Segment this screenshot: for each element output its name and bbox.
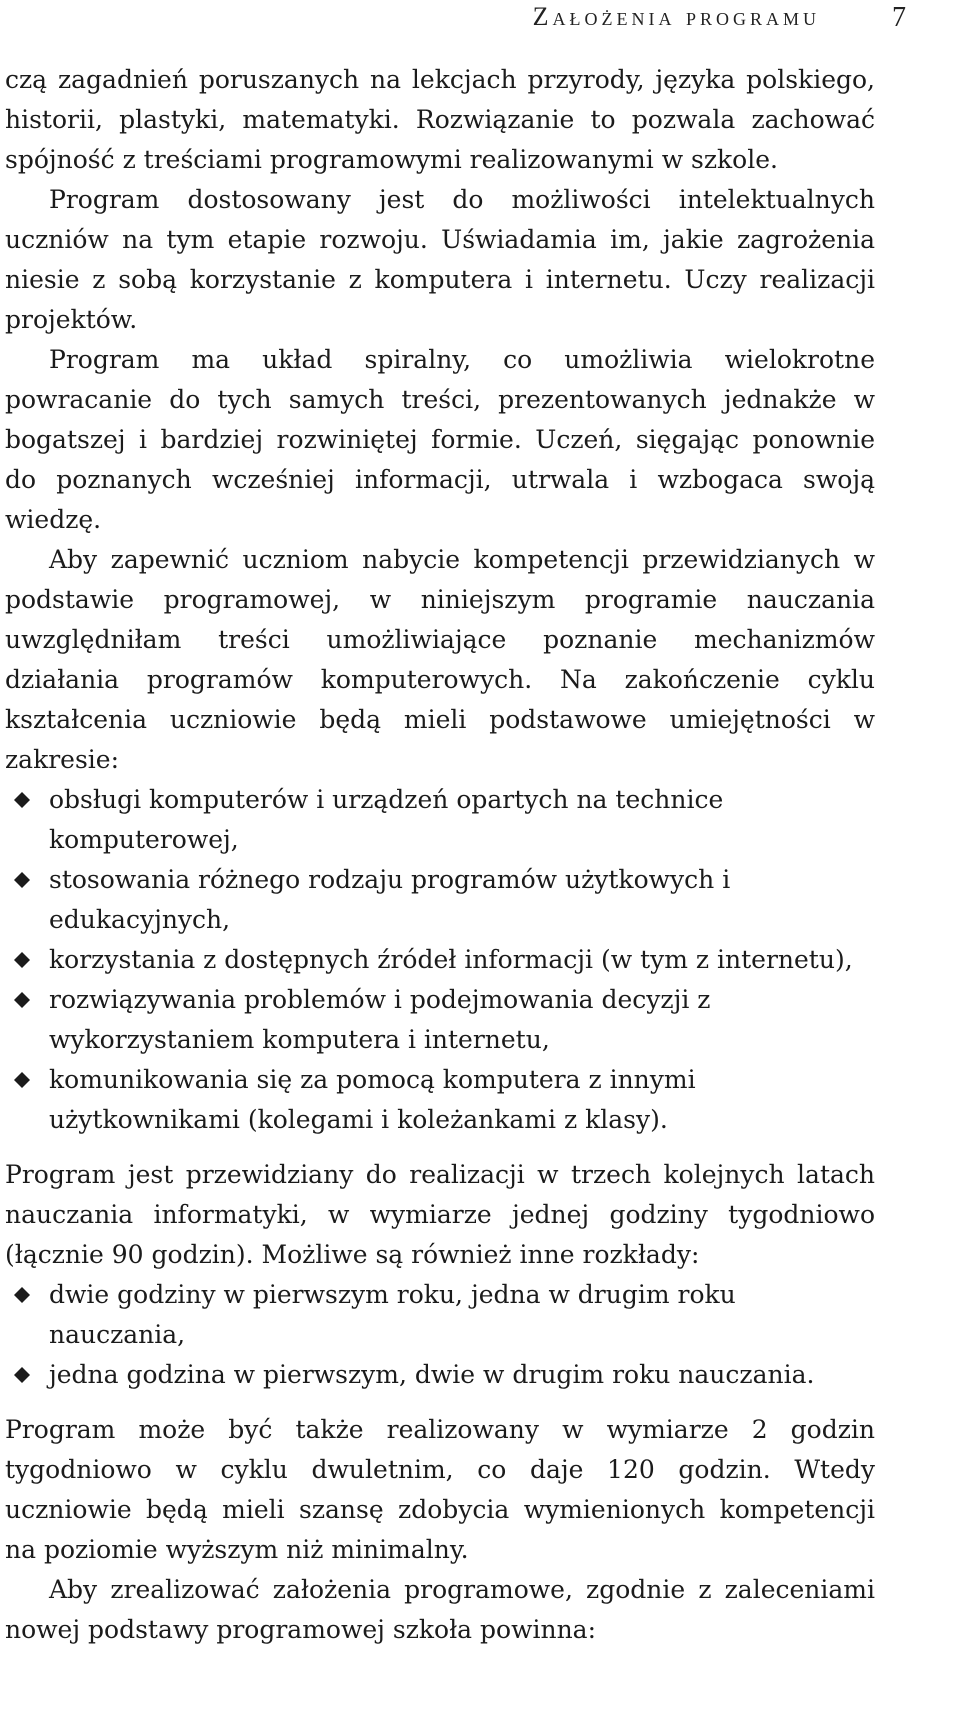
schedule-list	[5, 1275, 875, 1395]
diamond-bullet-icon	[14, 1072, 30, 1088]
running-head: Założenia programu	[532, 2, 820, 31]
diamond-bullet-icon	[14, 792, 30, 808]
page-number: 7	[892, 2, 906, 33]
diamond-bullet-icon	[14, 1367, 30, 1383]
paragraph-1: czą zagadnień poruszanych na lekcjach przyrody, języka polskiego, historii, plastyki, matematyki. Rozwiązanie to pozwala zachować spójność z treściami programowymi realizowanymi w szkole.	[5, 65, 875, 174]
paragraph-2: Program dostosowany jest do możliwości intelektualnych uczniów na tym etapie rozwoju. Uświadamia im, jakie zagrożenia niesie z sobą korzystanie z komputera i internetu. Uczy realizacji projektów.	[5, 185, 875, 334]
competence-list	[5, 780, 875, 1140]
list-item-text: dwie godziny w pierwszym roku, jedna w drugim roku nauczania,	[49, 1280, 736, 1349]
list-item-text: stosowania różnego rodzaju programów użytkowych i edukacyjnych,	[49, 865, 731, 934]
list-item-text: komunikowania się za pomocą komputera z innymi użytkownikami (kolegami i koleżankami z klasy).	[49, 1065, 696, 1134]
paragraph-7: Aby zrealizować założenia programowe, zgodnie z zaleceniami nowej podstawy programowej szkoła powinna:	[5, 1575, 875, 1644]
page-header	[0, 2, 960, 42]
paragraph-5: Program jest przewidziany do realizacji w trzech kolejnych latach nauczania informatyki, w wymiarze jednej godziny tygodniowo (łącznie 90 godzin). Możliwe są również inne rozkłady:	[5, 1160, 875, 1269]
list-item-text: obsługi komputerów i urządzeń opartych na technice komputerowej,	[49, 785, 724, 854]
list-item	[5, 1275, 875, 1355]
diamond-bullet-icon	[14, 872, 30, 888]
list-item	[5, 780, 875, 860]
paragraph-6: Program może być także realizowany w wymiarze 2 godzin tygodniowo w cyklu dwuletnim, co daje 120 godzin. Wtedy uczniowie będą mieli szansę zdobycia wymienionych kompetencji na poziomie wyższym niż minimalny.	[5, 1415, 875, 1564]
list-item-text: jedna godzina w pierwszym, dwie w drugim roku nauczania.	[49, 1360, 815, 1389]
diamond-bullet-icon	[14, 1287, 30, 1303]
list-item	[5, 1060, 875, 1140]
diamond-bullet-icon	[14, 952, 30, 968]
paragraph-4: Aby zapewnić uczniom nabycie kompetencji przewidzianych w podstawie programowej, w niniejszym programie nauczania uwzględniłam treści umożliwiające poznanie mechanizmów działania programów komputerowych. Na zakończenie cyklu kształcenia uczniowie będą mieli podstawowe umiejętności w zakresie:	[5, 545, 875, 774]
list-item	[5, 940, 875, 980]
list-item	[5, 860, 875, 940]
list-item	[5, 980, 875, 1060]
page-body	[5, 60, 875, 1650]
diamond-bullet-icon	[14, 992, 30, 1008]
list-item	[5, 1355, 875, 1395]
list-item-text: korzystania z dostępnych źródeł informacji (w tym z internetu),	[49, 945, 853, 974]
paragraph-3: Program ma układ spiralny, co umożliwia wielokrotne powracanie do tych samych treści, prezentowanych jednakże w bogatszej i bardziej rozwiniętej formie. Uczeń, sięgając ponownie do poznanych wcześniej informacji, utrwala i wzbogaca swoją wiedzę.	[5, 345, 875, 534]
list-item-text: rozwiązywania problemów i podejmowania decyzji z wykorzystaniem komputera i internetu,	[49, 985, 711, 1054]
